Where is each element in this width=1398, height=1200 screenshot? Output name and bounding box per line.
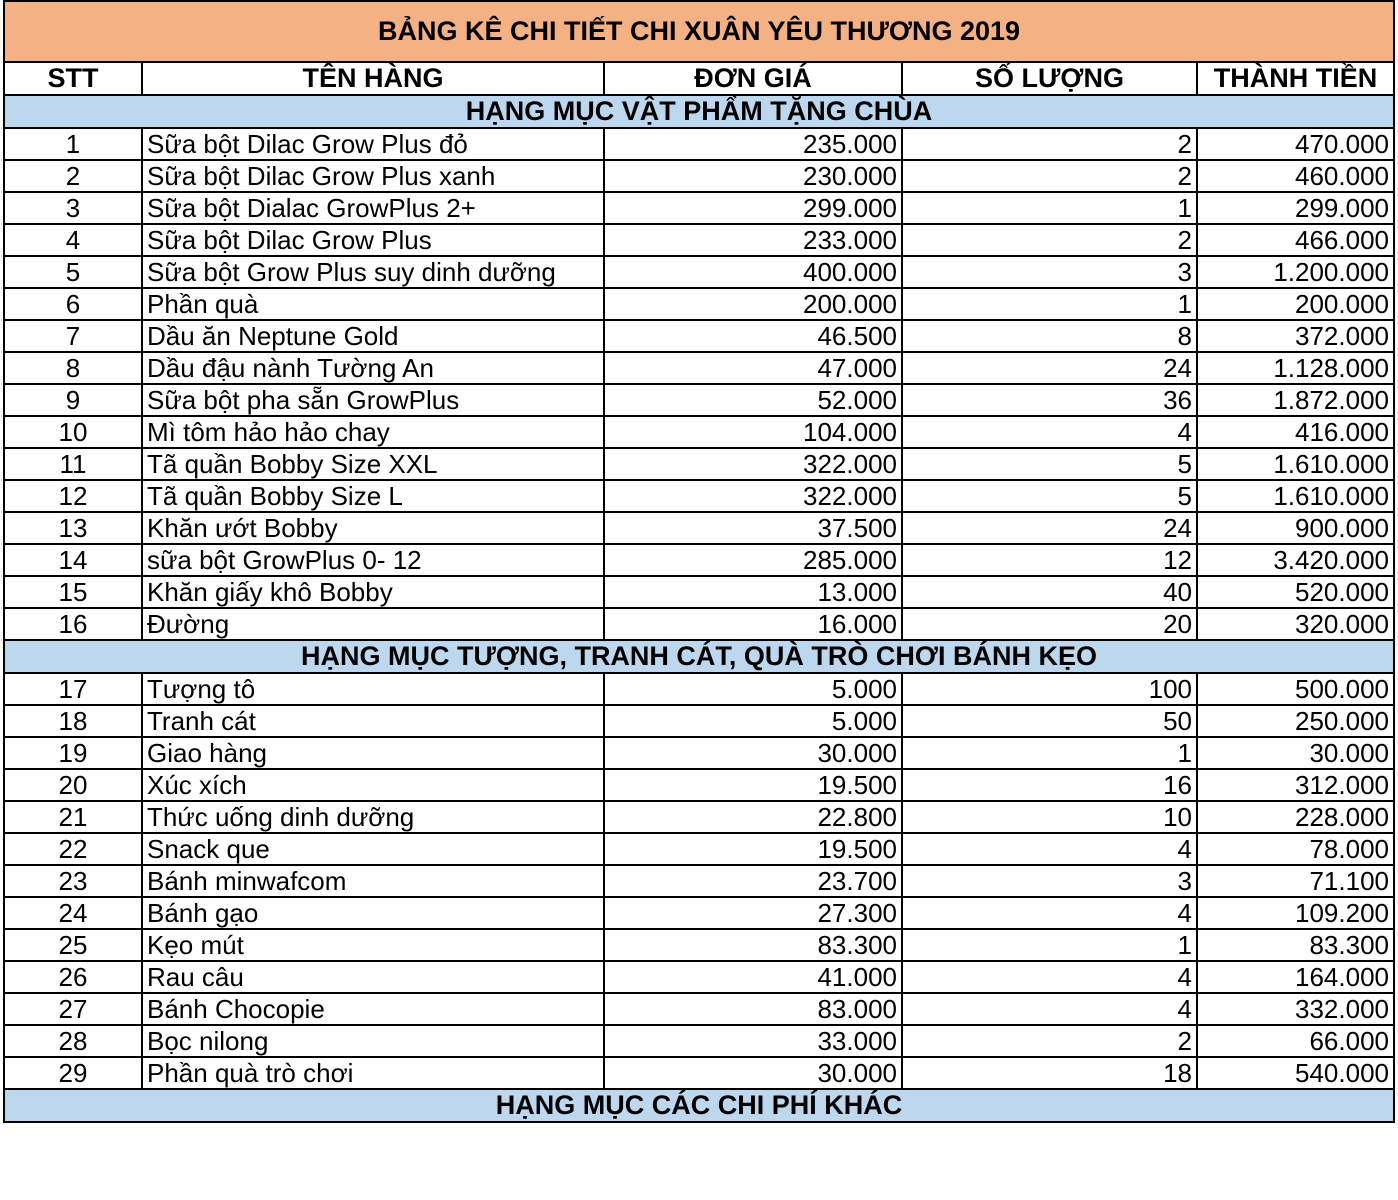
- cell-quantity: 10: [902, 801, 1197, 833]
- title-row: [4, 1, 1394, 62]
- cell-total: 83.300: [1197, 929, 1394, 961]
- cell-quantity: 36: [902, 384, 1197, 416]
- cell-total: 3.420.000: [1197, 544, 1394, 576]
- cell-stt: 13: [4, 512, 142, 544]
- table-row: [4, 673, 1394, 705]
- cell-stt: 23: [4, 865, 142, 897]
- cell-unit-price: 19.500: [604, 769, 902, 801]
- cell-item-name: Kẹo mút: [142, 929, 604, 961]
- cell-total: 500.000: [1197, 673, 1394, 705]
- table-row: [4, 128, 1394, 160]
- cell-stt: 18: [4, 705, 142, 737]
- cell-total: 540.000: [1197, 1057, 1394, 1089]
- cell-unit-price: 30.000: [604, 1057, 902, 1089]
- cell-item-name: Đường: [142, 608, 604, 640]
- cell-unit-price: 299.000: [604, 192, 902, 224]
- cell-quantity: 4: [902, 833, 1197, 865]
- cell-quantity: 24: [902, 512, 1197, 544]
- table-row: [4, 256, 1394, 288]
- table-row: [4, 1025, 1394, 1057]
- cell-quantity: 12: [902, 544, 1197, 576]
- cell-total: 250.000: [1197, 705, 1394, 737]
- cell-item-name: Bánh minwafcom: [142, 865, 604, 897]
- cell-item-name: Snack que: [142, 833, 604, 865]
- header-total: THÀNH TIỀN: [1197, 62, 1394, 95]
- cell-quantity: 3: [902, 865, 1197, 897]
- cell-item-name: Bánh Chocopie: [142, 993, 604, 1025]
- cell-quantity: 16: [902, 769, 1197, 801]
- table-row: [4, 160, 1394, 192]
- cell-stt: 20: [4, 769, 142, 801]
- cell-stt: 29: [4, 1057, 142, 1089]
- cell-total: 466.000: [1197, 224, 1394, 256]
- cell-total: 320.000: [1197, 608, 1394, 640]
- table-row: [4, 993, 1394, 1025]
- cell-stt: 26: [4, 961, 142, 993]
- cell-item-name: Khăn ướt Bobby: [142, 512, 604, 544]
- cell-quantity: 4: [902, 416, 1197, 448]
- cell-quantity: 20: [902, 608, 1197, 640]
- cell-stt: 1: [4, 128, 142, 160]
- cell-item-name: Thức uống dinh dưỡng: [142, 801, 604, 833]
- cell-stt: 12: [4, 480, 142, 512]
- table-row: [4, 448, 1394, 480]
- cell-total: 1.200.000: [1197, 256, 1394, 288]
- cell-unit-price: 41.000: [604, 961, 902, 993]
- cell-quantity: 2: [902, 1025, 1197, 1057]
- cell-unit-price: 23.700: [604, 865, 902, 897]
- cell-quantity: 5: [902, 448, 1197, 480]
- cell-quantity: 1: [902, 192, 1197, 224]
- cell-quantity: 1: [902, 929, 1197, 961]
- table-row: [4, 512, 1394, 544]
- cell-stt: 15: [4, 576, 142, 608]
- cell-item-name: Phần quà: [142, 288, 604, 320]
- table-row: [4, 833, 1394, 865]
- cell-quantity: 3: [902, 256, 1197, 288]
- cell-stt: 28: [4, 1025, 142, 1057]
- table-row: [4, 961, 1394, 993]
- cell-stt: 22: [4, 833, 142, 865]
- cell-unit-price: 400.000: [604, 256, 902, 288]
- cell-total: 66.000: [1197, 1025, 1394, 1057]
- table-row: [4, 224, 1394, 256]
- cell-stt: 19: [4, 737, 142, 769]
- header-row: [4, 62, 1394, 95]
- cell-item-name: Phần quà trò chơi: [142, 1057, 604, 1089]
- cell-quantity: 4: [902, 961, 1197, 993]
- table-row: [4, 384, 1394, 416]
- cell-item-name: Giao hàng: [142, 737, 604, 769]
- cell-unit-price: 16.000: [604, 608, 902, 640]
- cell-stt: 17: [4, 673, 142, 705]
- cell-unit-price: 52.000: [604, 384, 902, 416]
- cell-item-name: Bánh gạo: [142, 897, 604, 929]
- cell-item-name: Tã quần Bobby Size XXL: [142, 448, 604, 480]
- header-item-name: TÊN HÀNG: [142, 62, 604, 95]
- cell-unit-price: 27.300: [604, 897, 902, 929]
- header-quantity: SỐ LƯỢNG: [902, 62, 1197, 95]
- cell-unit-price: 5.000: [604, 705, 902, 737]
- cell-item-name: Sữa bột Grow Plus suy dinh dưỡng: [142, 256, 604, 288]
- cell-total: 228.000: [1197, 801, 1394, 833]
- table-row: [4, 897, 1394, 929]
- cell-total: 460.000: [1197, 160, 1394, 192]
- cell-stt: 24: [4, 897, 142, 929]
- cell-quantity: 1: [902, 737, 1197, 769]
- cell-unit-price: 13.000: [604, 576, 902, 608]
- cell-total: 164.000: [1197, 961, 1394, 993]
- section-row: [4, 95, 1394, 128]
- cell-total: 1.610.000: [1197, 448, 1394, 480]
- cell-unit-price: 47.000: [604, 352, 902, 384]
- table-row: [4, 737, 1394, 769]
- cell-total: 109.200: [1197, 897, 1394, 929]
- cell-unit-price: 30.000: [604, 737, 902, 769]
- cell-total: 1.610.000: [1197, 480, 1394, 512]
- cell-item-name: Xúc xích: [142, 769, 604, 801]
- cell-stt: 5: [4, 256, 142, 288]
- cell-total: 200.000: [1197, 288, 1394, 320]
- cell-unit-price: 233.000: [604, 224, 902, 256]
- cell-unit-price: 83.000: [604, 993, 902, 1025]
- cell-total: 1.872.000: [1197, 384, 1394, 416]
- cell-stt: 16: [4, 608, 142, 640]
- cell-stt: 9: [4, 384, 142, 416]
- table-row: [4, 192, 1394, 224]
- cell-total: 332.000: [1197, 993, 1394, 1025]
- cell-quantity: 8: [902, 320, 1197, 352]
- cell-item-name: sữa bột GrowPlus 0- 12: [142, 544, 604, 576]
- cell-stt: 21: [4, 801, 142, 833]
- table-row: [4, 929, 1394, 961]
- cell-stt: 6: [4, 288, 142, 320]
- section-row: [4, 1089, 1394, 1122]
- cell-quantity: 18: [902, 1057, 1197, 1089]
- cell-stt: 4: [4, 224, 142, 256]
- cell-unit-price: 230.000: [604, 160, 902, 192]
- cell-item-name: Dầu đậu nành Tường An: [142, 352, 604, 384]
- table-row: [4, 320, 1394, 352]
- cell-item-name: Khăn giấy khô Bobby: [142, 576, 604, 608]
- section-title: HẠNG MỤC CÁC CHI PHÍ KHÁC: [4, 1089, 1394, 1122]
- cell-quantity: 5: [902, 480, 1197, 512]
- cell-total: 312.000: [1197, 769, 1394, 801]
- table-row: [4, 288, 1394, 320]
- cell-stt: 25: [4, 929, 142, 961]
- table-row: [4, 801, 1394, 833]
- cell-item-name: Sữa bột Dilac Grow Plus đỏ: [142, 128, 604, 160]
- table-row: [4, 416, 1394, 448]
- cell-total: 71.100: [1197, 865, 1394, 897]
- table-row: [4, 352, 1394, 384]
- cell-total: 900.000: [1197, 512, 1394, 544]
- cell-total: 1.128.000: [1197, 352, 1394, 384]
- table-row: [4, 608, 1394, 640]
- cell-unit-price: 5.000: [604, 673, 902, 705]
- cell-stt: 7: [4, 320, 142, 352]
- cell-unit-price: 235.000: [604, 128, 902, 160]
- cell-item-name: Sữa bột pha sẵn GrowPlus: [142, 384, 604, 416]
- table-row: [4, 769, 1394, 801]
- cell-unit-price: 104.000: [604, 416, 902, 448]
- table-row: [4, 576, 1394, 608]
- cell-quantity: 2: [902, 160, 1197, 192]
- cell-quantity: 4: [902, 897, 1197, 929]
- cell-stt: 10: [4, 416, 142, 448]
- cell-stt: 27: [4, 993, 142, 1025]
- table-row: [4, 865, 1394, 897]
- cell-item-name: Sữa bột Dialac GrowPlus 2+: [142, 192, 604, 224]
- cell-total: 416.000: [1197, 416, 1394, 448]
- cell-item-name: Tranh cát: [142, 705, 604, 737]
- cell-unit-price: 285.000: [604, 544, 902, 576]
- cell-total: 78.000: [1197, 833, 1394, 865]
- cell-total: 299.000: [1197, 192, 1394, 224]
- cell-quantity: 100: [902, 673, 1197, 705]
- cell-unit-price: 200.000: [604, 288, 902, 320]
- cell-quantity: 50: [902, 705, 1197, 737]
- cell-total: 520.000: [1197, 576, 1394, 608]
- table-row: [4, 705, 1394, 737]
- cell-unit-price: 37.500: [604, 512, 902, 544]
- cell-item-name: Tã quần Bobby Size L: [142, 480, 604, 512]
- cell-item-name: Sữa bột Dilac Grow Plus xanh: [142, 160, 604, 192]
- expense-table: [3, 0, 1395, 1123]
- cell-item-name: Rau câu: [142, 961, 604, 993]
- cell-quantity: 2: [902, 224, 1197, 256]
- cell-stt: 2: [4, 160, 142, 192]
- table-title: BẢNG KÊ CHI TIẾT CHI XUÂN YÊU THƯƠNG 2019: [4, 1, 1394, 62]
- cell-quantity: 4: [902, 993, 1197, 1025]
- section-title: HẠNG MỤC VẬT PHẨM TẶNG CHÙA: [4, 95, 1394, 128]
- cell-quantity: 1: [902, 288, 1197, 320]
- cell-total: 30.000: [1197, 737, 1394, 769]
- table-row: [4, 544, 1394, 576]
- cell-unit-price: 33.000: [604, 1025, 902, 1057]
- cell-unit-price: 46.500: [604, 320, 902, 352]
- cell-stt: 14: [4, 544, 142, 576]
- cell-item-name: Mì tôm hảo hảo chay: [142, 416, 604, 448]
- cell-stt: 3: [4, 192, 142, 224]
- cell-stt: 8: [4, 352, 142, 384]
- cell-total: 372.000: [1197, 320, 1394, 352]
- cell-unit-price: 322.000: [604, 448, 902, 480]
- cell-item-name: Bọc nilong: [142, 1025, 604, 1057]
- cell-quantity: 24: [902, 352, 1197, 384]
- cell-item-name: Sữa bột Dilac Grow Plus: [142, 224, 604, 256]
- cell-unit-price: 83.300: [604, 929, 902, 961]
- header-stt: STT: [4, 62, 142, 95]
- section-title: HẠNG MỤC TƯỢNG, TRANH CÁT, QUÀ TRÒ CHƠI BÁNH KẸO: [4, 640, 1394, 673]
- cell-unit-price: 19.500: [604, 833, 902, 865]
- cell-item-name: Dầu ăn Neptune Gold: [142, 320, 604, 352]
- table-row: [4, 480, 1394, 512]
- cell-quantity: 40: [902, 576, 1197, 608]
- cell-item-name: Tượng tô: [142, 673, 604, 705]
- cell-unit-price: 322.000: [604, 480, 902, 512]
- header-unit-price: ĐƠN GIÁ: [604, 62, 902, 95]
- cell-total: 470.000: [1197, 128, 1394, 160]
- cell-unit-price: 22.800: [604, 801, 902, 833]
- cell-quantity: 2: [902, 128, 1197, 160]
- cell-stt: 11: [4, 448, 142, 480]
- section-row: [4, 640, 1394, 673]
- table-row: [4, 1057, 1394, 1089]
